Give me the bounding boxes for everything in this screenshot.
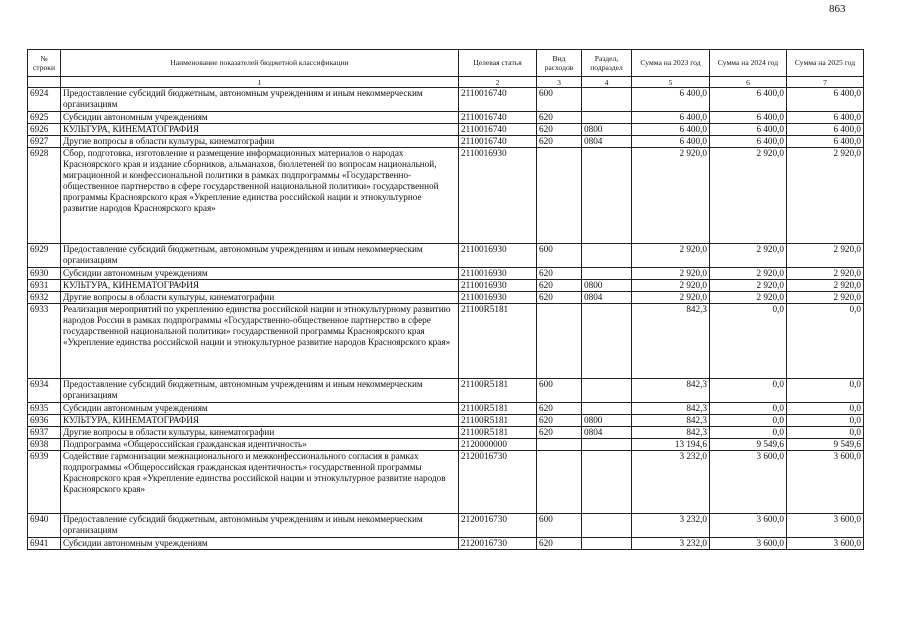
- row-number: 6940: [28, 514, 61, 538]
- row-expense-type: 620: [537, 124, 582, 136]
- row-sum-2023: 2 920,0: [632, 292, 710, 304]
- row-target-code: 21100R5181: [459, 403, 537, 415]
- table-row: [28, 148, 864, 244]
- row-sum-2023: 842,3: [632, 403, 710, 415]
- table-row: [28, 88, 864, 112]
- row-number: 6924: [28, 88, 61, 112]
- row-expense-type: 620: [537, 427, 582, 439]
- header-name: Наименование показателей бюджетной классификации: [61, 50, 459, 77]
- row-sum-2024: 2 920,0: [710, 292, 787, 304]
- row-sum-2025: 0,0: [787, 379, 864, 403]
- row-sum-2025: 2 920,0: [787, 280, 864, 292]
- row-sum-2025: 3 600,0: [787, 514, 864, 538]
- header-sum-2023: Сумма на 2023 год: [632, 50, 710, 77]
- row-section: [582, 304, 632, 379]
- header-sum-2025: Сумма на 2025 год: [787, 50, 864, 77]
- table-row: [28, 268, 864, 280]
- row-target-code: 2110016930: [459, 268, 537, 280]
- column-number: 6: [710, 77, 787, 88]
- row-sum-2024: 2 920,0: [710, 280, 787, 292]
- row-target-code: 2110016930: [459, 280, 537, 292]
- row-name: Подпрограмма «Общероссийская гражданская идентичность»: [61, 439, 459, 451]
- row-name: Реализация мероприятий по укреплению единства российской нации и этнокультурному развитию народов России в рамках подпрограммы «Государственно-общественное партнерство в сфере государственной национальной политики» государственной программы Красноярского края «Укрепление единства российской нации и этнокультурное развитие народов Красноярского края»: [61, 304, 459, 379]
- row-sum-2025: 0,0: [787, 403, 864, 415]
- row-sum-2024: 3 600,0: [710, 538, 787, 550]
- table-row: [28, 244, 864, 268]
- row-number: 6931: [28, 280, 61, 292]
- row-sum-2024: 9 549,6: [710, 439, 787, 451]
- row-target-code: 2110016740: [459, 136, 537, 148]
- row-section: [582, 379, 632, 403]
- row-sum-2024: 3 600,0: [710, 451, 787, 514]
- row-sum-2024: 6 400,0: [710, 112, 787, 124]
- row-sum-2025: 2 920,0: [787, 148, 864, 244]
- row-name: КУЛЬТУРА, КИНЕМАТОГРАФИЯ: [61, 415, 459, 427]
- row-sum-2023: 3 232,0: [632, 514, 710, 538]
- table-row: [28, 514, 864, 538]
- row-expense-type: 620: [537, 112, 582, 124]
- row-name: Сбор, подготовка, изготовление и размещение информационных материалов о народах Красноярского края и издание сборников, альманахов, бюллетеней по вопросам национальной, миграционной и конфессиональной политики в рамках подпрограммы «Государственно-общественное партнерство в сфере государственной национальной политики» государственной программы Красноярского края «Укрепление единства российской нации и этнокультурное развитие народов Красноярского края»: [61, 148, 459, 244]
- table-row: [28, 538, 864, 550]
- row-sum-2023: 2 920,0: [632, 280, 710, 292]
- row-target-code: 2120000000: [459, 439, 537, 451]
- row-expense-type: 620: [537, 136, 582, 148]
- row-number: 6933: [28, 304, 61, 379]
- row-sum-2025: 2 920,0: [787, 244, 864, 268]
- row-section: 0804: [582, 292, 632, 304]
- row-section: [582, 88, 632, 112]
- header-row-no: № строки: [28, 50, 61, 77]
- row-name: Предоставление субсидий бюджетным, автономным учреждениям и иным некоммерческим организациям: [61, 88, 459, 112]
- row-section: [582, 439, 632, 451]
- row-section: [582, 268, 632, 280]
- row-number: 6935: [28, 403, 61, 415]
- row-target-code: 21100R5181: [459, 415, 537, 427]
- row-name: Другие вопросы в области культуры, кинематографии: [61, 136, 459, 148]
- row-target-code: 2110016930: [459, 148, 537, 244]
- row-sum-2023: 3 232,0: [632, 538, 710, 550]
- table-row: [28, 280, 864, 292]
- row-target-code: 21100R5181: [459, 379, 537, 403]
- row-sum-2023: 6 400,0: [632, 124, 710, 136]
- table-row: [28, 439, 864, 451]
- row-sum-2025: 2 920,0: [787, 292, 864, 304]
- row-section: 0804: [582, 427, 632, 439]
- page-number: 863: [829, 3, 846, 15]
- row-sum-2024: 6 400,0: [710, 136, 787, 148]
- row-number: 6925: [28, 112, 61, 124]
- row-expense-type: 620: [537, 280, 582, 292]
- row-name: КУЛЬТУРА, КИНЕМАТОГРАФИЯ: [61, 124, 459, 136]
- table-row: [28, 112, 864, 124]
- table-row: [28, 292, 864, 304]
- row-expense-type: [537, 451, 582, 514]
- row-name: Субсидии автономным учреждениям: [61, 538, 459, 550]
- row-expense-type: 620: [537, 268, 582, 280]
- row-name: КУЛЬТУРА, КИНЕМАТОГРАФИЯ: [61, 280, 459, 292]
- row-number: 6938: [28, 439, 61, 451]
- row-number: 6939: [28, 451, 61, 514]
- column-number: 7: [787, 77, 864, 88]
- row-sum-2025: 6 400,0: [787, 112, 864, 124]
- row-sum-2025: 0,0: [787, 415, 864, 427]
- header-sum-2024: Сумма на 2024 год: [710, 50, 787, 77]
- row-name: Предоставление субсидий бюджетным, автономным учреждениям и иным некоммерческим организациям: [61, 379, 459, 403]
- row-sum-2024: 6 400,0: [710, 88, 787, 112]
- row-sum-2023: 6 400,0: [632, 112, 710, 124]
- row-sum-2024: 2 920,0: [710, 268, 787, 280]
- table-row: [28, 451, 864, 514]
- row-section: [582, 148, 632, 244]
- row-expense-type: 620: [537, 292, 582, 304]
- row-section: 0800: [582, 280, 632, 292]
- row-number: 6934: [28, 379, 61, 403]
- row-target-code: 21100R5181: [459, 427, 537, 439]
- row-sum-2024: 2 920,0: [710, 148, 787, 244]
- header-section: Раздел, подраздел: [582, 50, 632, 77]
- row-sum-2023: 6 400,0: [632, 88, 710, 112]
- column-number: [28, 77, 61, 88]
- row-target-code: 2110016930: [459, 244, 537, 268]
- row-name: Другие вопросы в области культуры, кинематографии: [61, 292, 459, 304]
- row-sum-2023: 2 920,0: [632, 244, 710, 268]
- table-row: [28, 427, 864, 439]
- row-name: Другие вопросы в области культуры, кинематографии: [61, 427, 459, 439]
- row-section: [582, 112, 632, 124]
- table-row: [28, 304, 864, 379]
- row-number: 6926: [28, 124, 61, 136]
- row-name: Предоставление субсидий бюджетным, автономным учреждениям и иным некоммерческим организациям: [61, 514, 459, 538]
- row-target-code: 2120016730: [459, 514, 537, 538]
- row-sum-2025: 0,0: [787, 304, 864, 379]
- row-sum-2024: 3 600,0: [710, 514, 787, 538]
- row-sum-2025: 6 400,0: [787, 88, 864, 112]
- row-target-code: 21100R5181: [459, 304, 537, 379]
- row-sum-2025: 9 549,6: [787, 439, 864, 451]
- row-sum-2023: 13 194,6: [632, 439, 710, 451]
- row-name: Субсидии автономным учреждениям: [61, 403, 459, 415]
- budget-table: [27, 49, 864, 550]
- row-sum-2025: 3 600,0: [787, 451, 864, 514]
- row-section: [582, 244, 632, 268]
- column-number: 2: [459, 77, 537, 88]
- row-sum-2023: 2 920,0: [632, 148, 710, 244]
- row-sum-2024: 0,0: [710, 403, 787, 415]
- row-target-code: 2110016740: [459, 88, 537, 112]
- row-sum-2024: 6 400,0: [710, 124, 787, 136]
- table-row: [28, 403, 864, 415]
- row-name: Предоставление субсидий бюджетным, автономным учреждениям и иным некоммерческим организациям: [61, 244, 459, 268]
- row-number: 6937: [28, 427, 61, 439]
- row-expense-type: 620: [537, 538, 582, 550]
- table-row: [28, 124, 864, 136]
- row-number: 6930: [28, 268, 61, 280]
- row-number: 6936: [28, 415, 61, 427]
- row-expense-type: 600: [537, 244, 582, 268]
- row-sum-2023: 842,3: [632, 379, 710, 403]
- row-expense-type: 620: [537, 403, 582, 415]
- row-expense-type: 600: [537, 88, 582, 112]
- row-expense-type: 620: [537, 415, 582, 427]
- table-row: [28, 379, 864, 403]
- row-expense-type: [537, 439, 582, 451]
- row-section: 0800: [582, 415, 632, 427]
- column-number-row: [28, 77, 864, 88]
- row-section: 0804: [582, 136, 632, 148]
- row-name: Содействие гармонизации межнационального и межконфессионального согласия в рамках подпрограммы «Общероссийская гражданская идентичность» государственной программы Красноярского края «Укрепление единства российской нации и этнокультурное развитие народов Красноярского края»: [61, 451, 459, 514]
- table-body: [28, 88, 864, 550]
- row-sum-2025: 3 600,0: [787, 538, 864, 550]
- row-sum-2023: 842,3: [632, 427, 710, 439]
- row-sum-2025: 6 400,0: [787, 124, 864, 136]
- table-row: [28, 136, 864, 148]
- row-number: 6932: [28, 292, 61, 304]
- row-sum-2023: 6 400,0: [632, 136, 710, 148]
- row-sum-2024: 2 920,0: [710, 244, 787, 268]
- row-expense-type: [537, 148, 582, 244]
- row-sum-2024: 0,0: [710, 415, 787, 427]
- column-number: 3: [537, 77, 582, 88]
- row-number: 6941: [28, 538, 61, 550]
- row-number: 6928: [28, 148, 61, 244]
- row-sum-2025: 2 920,0: [787, 268, 864, 280]
- row-sum-2023: 2 920,0: [632, 268, 710, 280]
- row-section: [582, 538, 632, 550]
- row-number: 6929: [28, 244, 61, 268]
- row-expense-type: 600: [537, 514, 582, 538]
- row-sum-2024: 0,0: [710, 304, 787, 379]
- row-sum-2025: 0,0: [787, 427, 864, 439]
- row-name: Субсидии автономным учреждениям: [61, 112, 459, 124]
- row-sum-2024: 0,0: [710, 427, 787, 439]
- row-name: Субсидии автономным учреждениям: [61, 268, 459, 280]
- column-number: 5: [632, 77, 710, 88]
- table-row: [28, 415, 864, 427]
- row-sum-2023: 842,3: [632, 304, 710, 379]
- row-target-code: 2120016730: [459, 538, 537, 550]
- row-sum-2023: 842,3: [632, 415, 710, 427]
- header-target: Целевая статья: [459, 50, 537, 77]
- row-sum-2023: 3 232,0: [632, 451, 710, 514]
- row-section: [582, 514, 632, 538]
- column-number: 1: [61, 77, 459, 88]
- row-target-code: 2110016740: [459, 112, 537, 124]
- column-number: 4: [582, 77, 632, 88]
- row-target-code: 2120016730: [459, 451, 537, 514]
- row-expense-type: [537, 304, 582, 379]
- row-target-code: 2110016930: [459, 292, 537, 304]
- header-row: [28, 50, 864, 77]
- row-number: 6927: [28, 136, 61, 148]
- row-section: 0800: [582, 124, 632, 136]
- row-section: [582, 451, 632, 514]
- row-sum-2025: 6 400,0: [787, 136, 864, 148]
- row-target-code: 2110016740: [459, 124, 537, 136]
- row-sum-2024: 0,0: [710, 379, 787, 403]
- header-expense-type: Вид расходов: [537, 50, 582, 77]
- row-expense-type: 600: [537, 379, 582, 403]
- row-section: [582, 403, 632, 415]
